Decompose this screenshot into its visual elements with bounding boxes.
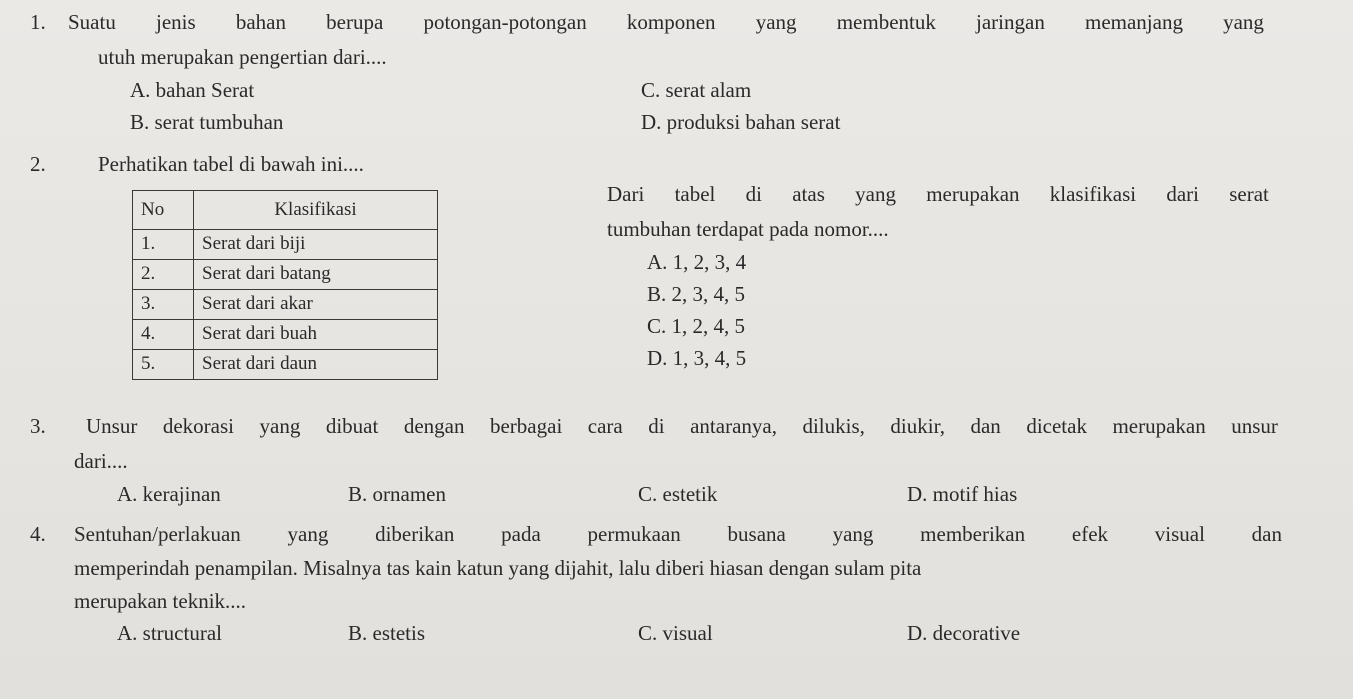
q3-option-d[interactable]: D. motif hias [907,482,1018,506]
classification-table [132,190,438,380]
q4-text-line3: merupakan teknik.... [74,589,247,613]
table-cell-klasifikasi: Serat dari daun [194,350,438,380]
q4-option-d[interactable]: D. decorative [907,621,1021,645]
q4-text-line2: memperindah penampilan. Misalnya tas kain katun yang dijahit, lalu diberi hiasan dengan sulam pita [74,556,922,580]
q3-option-a[interactable]: A. kerajinan [117,482,221,506]
table-row [133,290,438,320]
table-cell-no: 1. [133,230,194,260]
q2-stem-line1: Dari tabel di atas yang merupakan klasifikasi dari serat [607,182,1269,206]
q2-number: 2. [30,152,46,176]
table-cell-no: 5. [133,350,194,380]
table-row [133,230,438,260]
q4-option-b[interactable]: B. estetis [348,621,425,645]
q3-option-b[interactable]: B. ornamen [348,482,446,506]
q2-option-a[interactable]: A. 1, 2, 3, 4 [647,250,747,274]
q2-option-d[interactable]: D. 1, 3, 4, 5 [647,346,747,370]
table-cell-klasifikasi: Serat dari buah [194,320,438,350]
q4-text-line1: Sentuhan/perlakuan yang diberikan pada permukaan busana yang memberikan efek visual dan [74,522,1282,546]
q2-intro: Perhatikan tabel di bawah ini.... [98,152,364,176]
table-header-row [133,191,438,230]
table-row [133,350,438,380]
q4-option-c[interactable]: C. visual [638,621,713,645]
table-cell-no: 4. [133,320,194,350]
q3-number: 3. [30,414,46,438]
q1-option-a[interactable]: A. bahan Serat [130,78,255,102]
table-cell-klasifikasi: Serat dari akar [194,290,438,320]
table-cell-klasifikasi: Serat dari biji [194,230,438,260]
q1-option-d[interactable]: D. produksi bahan serat [641,110,841,134]
q2-stem-line2: tumbuhan terdapat pada nomor.... [607,217,889,241]
q1-number: 1. [30,10,46,34]
table-header-no: No [133,191,194,230]
q3-text-line1: Unsur dekorasi yang dibuat dengan berbagai cara di antaranya, dilukis, diukir, dan dicetak merupakan unsur [86,414,1278,438]
table-row [133,260,438,290]
table-row [133,320,438,350]
q1-text-line1: Suatu jenis bahan berupa potongan-potongan komponen yang membentuk jaringan memanjang yang [68,10,1264,34]
q3-option-c[interactable]: C. estetik [638,482,718,506]
table-cell-klasifikasi: Serat dari batang [194,260,438,290]
q2-option-b[interactable]: B. 2, 3, 4, 5 [647,282,746,306]
q1-option-c[interactable]: C. serat alam [641,78,752,102]
q4-option-a[interactable]: A. structural [117,621,222,645]
q2-option-c[interactable]: C. 1, 2, 4, 5 [647,314,746,338]
q4-number: 4. [30,522,46,546]
q1-text-line2: utuh merupakan pengertian dari.... [98,45,387,69]
table-header-klasifikasi: Klasifikasi [194,191,438,230]
table-cell-no: 2. [133,260,194,290]
q1-option-b[interactable]: B. serat tumbuhan [130,110,284,134]
q3-text-line2: dari.... [74,449,128,473]
table-cell-no: 3. [133,290,194,320]
